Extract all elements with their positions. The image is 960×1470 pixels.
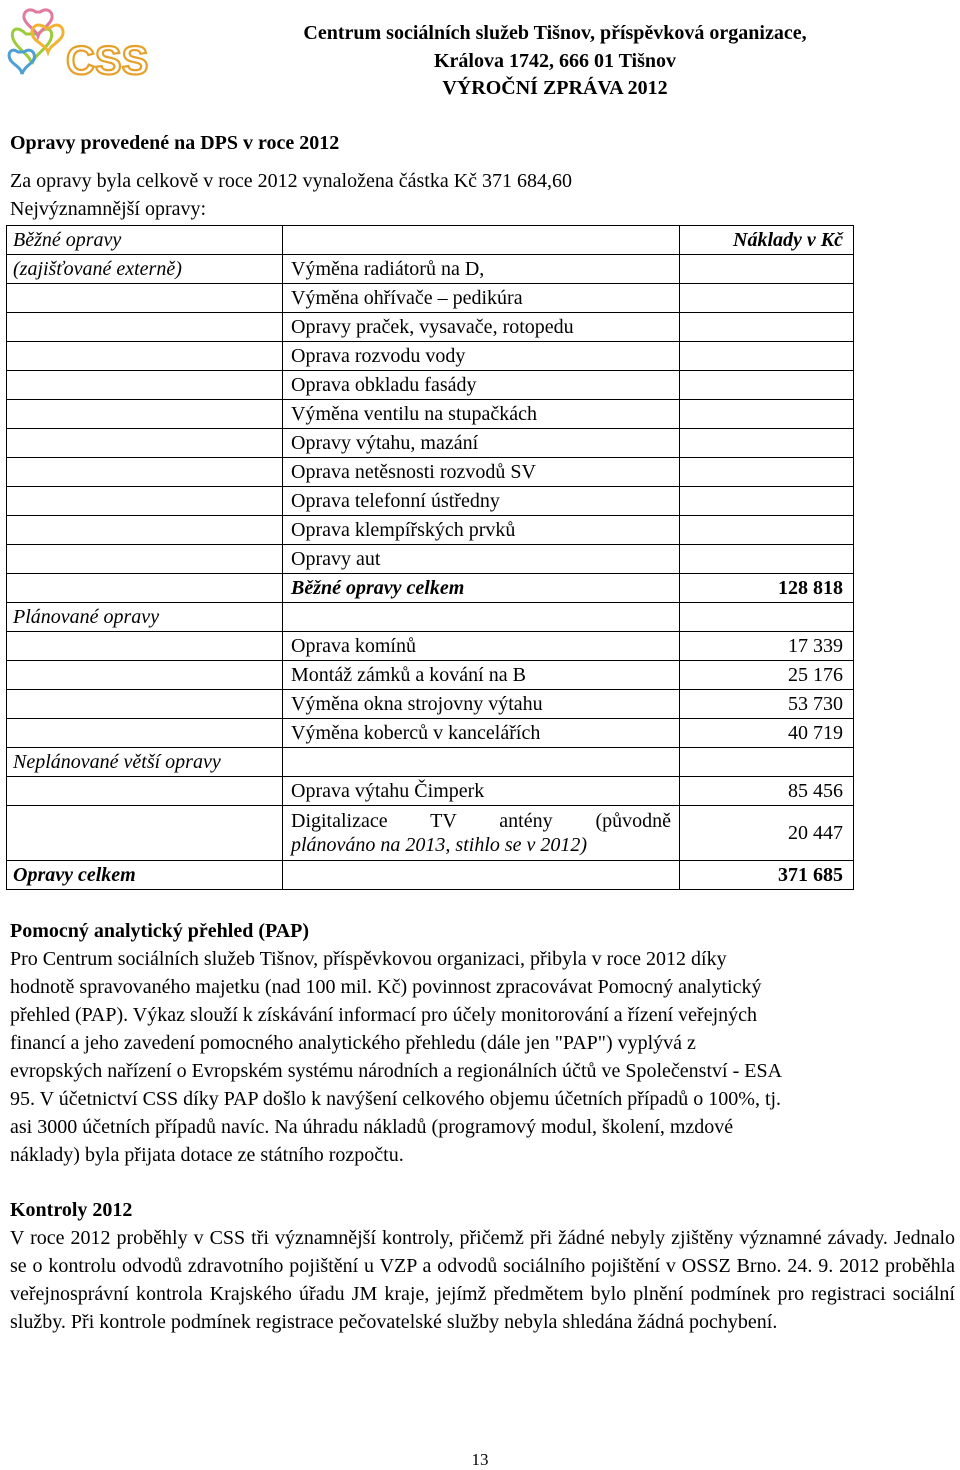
cost-cell: 40 719 xyxy=(680,719,854,748)
category-cell: (zajišťované externě) xyxy=(7,255,283,284)
cost-cell xyxy=(680,371,854,400)
kontroly-paragraph: V roce 2012 proběhly v CSS tři významnější kontroly, přičemž při žádné nebyly zjištěny významné závady. Jednalo se o kontrolu odvodů zdravotního pojištění u VZP a odvodů sociálního pojištění v OSSZ Brno. 24. 9. 2012 proběhla veřejnosprávní kontrola Krajského úřadu JM kraje, jejímž předmětem bylo plnění podmínek pro registraci sociální služby. Při kontrole podmínek registrace pečovatelské služby nebyla shledána žádná pochybení. xyxy=(10,1227,955,1333)
table-row xyxy=(7,574,854,603)
item-cell xyxy=(283,603,680,632)
pap-paragraph xyxy=(10,945,955,1169)
table-row xyxy=(7,458,854,487)
cost-cell xyxy=(680,458,854,487)
pap-heading: Pomocný analytický přehled (PAP) xyxy=(10,920,310,942)
page-number: 13 xyxy=(471,1450,489,1469)
cost-cell xyxy=(680,603,854,632)
category-cell xyxy=(7,777,283,806)
intro-significant-repairs: Nejvýznamnější opravy: xyxy=(10,198,207,220)
pap-line: financí a jeho zavedení pomocného analytického přehledu (dále jen "PAP") vyplývá z xyxy=(10,1032,696,1054)
category-cell xyxy=(7,806,283,861)
cost-cell xyxy=(680,255,854,284)
kontroly-section xyxy=(10,1196,955,1336)
item-cell xyxy=(283,226,680,255)
table-row xyxy=(7,632,854,661)
category-cell: Běžné opravy xyxy=(7,226,283,255)
cost-cell: 371 685 xyxy=(680,861,854,890)
category-cell xyxy=(7,313,283,342)
item-cell: Oprava klempířských prvků xyxy=(283,516,680,545)
category-cell xyxy=(7,632,283,661)
category-cell xyxy=(7,661,283,690)
cost-cell xyxy=(680,516,854,545)
category-cell xyxy=(7,487,283,516)
category-cell xyxy=(7,342,283,371)
item-cell: Výměna radiátorů na D, xyxy=(283,255,680,284)
item-cell: Oprava netěsnosti rozvodů SV xyxy=(283,458,680,487)
table-row xyxy=(7,255,854,284)
pap-line: přehled (PAP). Výkaz slouží k získávání informací pro účely monitorování a řízení veřejných xyxy=(10,1004,758,1026)
item-cell: Opravy aut xyxy=(283,545,680,574)
table-row xyxy=(7,516,854,545)
svg-text:CSS: CSS xyxy=(66,39,149,83)
item-cell: Výměna okna strojovny výtahu xyxy=(283,690,680,719)
cost-cell xyxy=(680,429,854,458)
item-text-line: plánováno na 2013, stihlo se v 2012) xyxy=(291,834,588,856)
header-organization-name: Centrum sociálních služeb Tišnov, příspěvková organizace, xyxy=(303,22,807,44)
item-text-line: Digitalizace TV antény (původně xyxy=(291,810,671,832)
pap-line: Pro Centrum sociálních služeb Tišnov, příspěvkovou organizaci, přibyla v roce 2012 díky xyxy=(10,948,727,970)
item-cell: Výměna ventilu na stupačkách xyxy=(283,400,680,429)
category-cell xyxy=(7,429,283,458)
pap-section xyxy=(10,917,955,1169)
category-cell xyxy=(7,690,283,719)
table-row xyxy=(7,690,854,719)
category-cell: Plánované opravy xyxy=(7,603,283,632)
category-cell: Opravy celkem xyxy=(7,861,283,890)
cost-cell xyxy=(680,400,854,429)
category-cell xyxy=(7,545,283,574)
table-row xyxy=(7,226,854,255)
item-cell: Oprava telefonní ústředny xyxy=(283,487,680,516)
cost-cell xyxy=(680,487,854,516)
category-cell xyxy=(7,719,283,748)
cost-cell: Náklady v Kč xyxy=(680,226,854,255)
item-cell: Oprava komínů xyxy=(283,632,680,661)
table-row xyxy=(7,545,854,574)
item-cell: Opravy výtahu, mazání xyxy=(283,429,680,458)
item-cell xyxy=(283,861,680,890)
item-cell: Oprava obkladu fasády xyxy=(283,371,680,400)
table-row xyxy=(7,487,854,516)
header-report-title: VÝROČNÍ ZPRÁVA 2012 xyxy=(442,77,668,99)
pap-line: 95. V účetnictví CSS díky PAP došlo k navýšení celkového objemu účetních případů o 100%, tj. xyxy=(10,1088,782,1110)
category-cell xyxy=(7,458,283,487)
item-cell: Výměna ohřívače – pedikúra xyxy=(283,284,680,313)
cost-cell xyxy=(680,545,854,574)
kontroly-heading: Kontroly 2012 xyxy=(10,1199,133,1221)
item-cell: Oprava rozvodu vody xyxy=(283,342,680,371)
table-row xyxy=(7,429,854,458)
item-cell xyxy=(283,806,680,861)
organization-logo xyxy=(6,4,149,88)
intro-total-amount: Za opravy byla celkově v roce 2012 vynaložena částka Kč 371 684,60 xyxy=(10,170,573,192)
table-row xyxy=(7,342,854,371)
cost-cell xyxy=(680,313,854,342)
pap-line: náklady) byla přijata dotace ze státního rozpočtu. xyxy=(10,1144,404,1166)
category-cell xyxy=(7,574,283,603)
cost-cell: 17 339 xyxy=(680,632,854,661)
repairs-table xyxy=(6,225,854,890)
category-cell xyxy=(7,284,283,313)
table-row xyxy=(7,806,854,861)
cost-cell xyxy=(680,284,854,313)
table-row xyxy=(7,748,854,777)
category-cell: Neplánované větší opravy xyxy=(7,748,283,777)
cost-cell: 25 176 xyxy=(680,661,854,690)
table-row xyxy=(7,603,854,632)
cost-cell xyxy=(680,342,854,371)
item-cell: Montáž zámků a kování na B xyxy=(283,661,680,690)
table-row xyxy=(7,284,854,313)
category-cell xyxy=(7,371,283,400)
table-row xyxy=(7,719,854,748)
table-row xyxy=(7,661,854,690)
cost-cell: 85 456 xyxy=(680,777,854,806)
section-title-repairs: Opravy provedené na DPS v roce 2012 xyxy=(10,132,340,154)
item-cell: Výměna koberců v kancelářích xyxy=(283,719,680,748)
cost-cell: 128 818 xyxy=(680,574,854,603)
pap-line: hodnotě spravovaného majetku (nad 100 mil. Kč) povinnost zpracovávat Pomocný analytický xyxy=(10,976,762,998)
header-address: Králova 1742, 666 01 Tišnov xyxy=(433,50,677,72)
table-row xyxy=(7,371,854,400)
cost-cell xyxy=(680,748,854,777)
category-cell xyxy=(7,400,283,429)
item-cell: Opravy praček, vysavače, rotopedu xyxy=(283,313,680,342)
item-cell: Oprava výtahu Čimperk xyxy=(283,777,680,806)
pap-line: evropských nařízení o Evropském systému národních a regionálních účtů ve Společenství - ESA xyxy=(10,1060,783,1082)
table-row xyxy=(7,777,854,806)
table-row xyxy=(7,861,854,890)
cost-cell: 20 447 xyxy=(680,806,854,861)
item-cell xyxy=(283,748,680,777)
pap-line: asi 3000 účetních případů navíc. Na úhradu nákladů (programový modul, školení, mzdové xyxy=(10,1116,734,1138)
table-row xyxy=(7,400,854,429)
cost-cell: 53 730 xyxy=(680,690,854,719)
item-cell: Běžné opravy celkem xyxy=(283,574,680,603)
table-row xyxy=(7,313,854,342)
category-cell xyxy=(7,516,283,545)
